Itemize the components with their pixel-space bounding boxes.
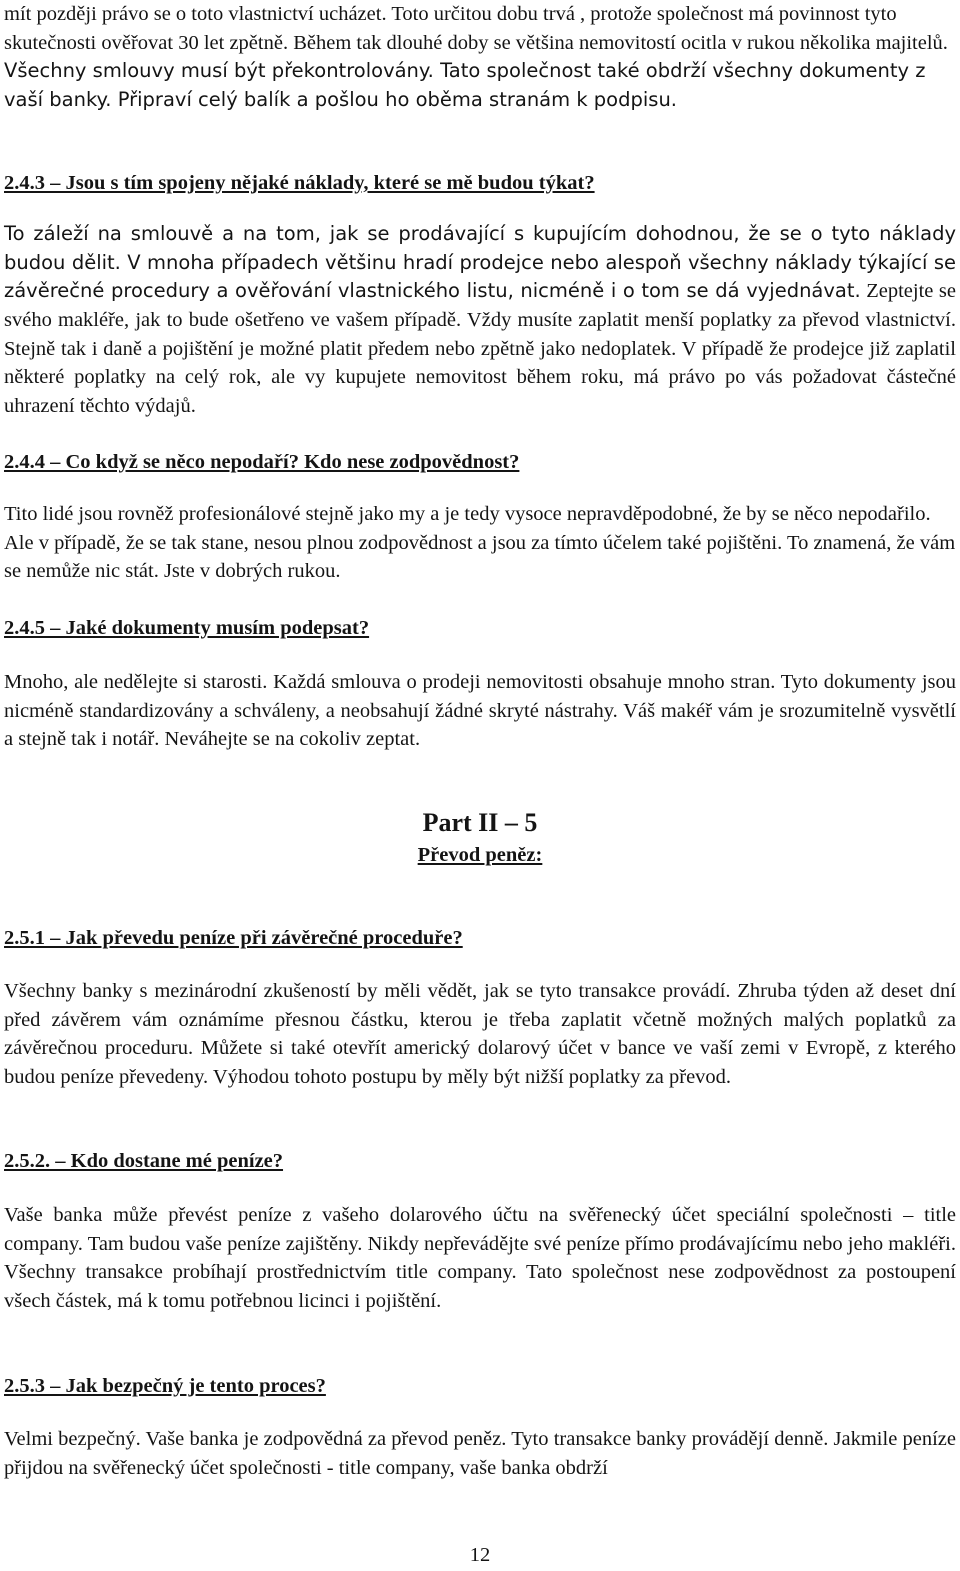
page-number: 12	[469, 1544, 491, 1566]
paragraph-intro-serif: mít později právo se o toto vlastnictví ucházet. Toto určitou dobu trvá , protože společnost má povinnost tyto skutečnosti ověřovat 30 let zpětně. Během tak dlouhé doby se většina nemovitostí ocitla v rukou několika majitelů.	[4, 3, 948, 54]
heading-2-4-5: 2.4.5 – Jaké dokumenty musím podepsat?	[4, 617, 370, 639]
paragraph-2-5-1: Všechny banky s mezinárodní zkušeností by měli vědět, jak se tyto transakce provádí. Zhruba týden až deset dní před závěrem vám oznámíme přesnou částku, kterou je třeba zaplatit včetně možných malých poplatků za závěrečnou proceduru. Můžete si také otevřít americký dolarový účet v bance ve vaší zemi v Evropě, z kterého budou peníze převedeny. Výhodou tohoto postupu by měly být nižší poplatky za převod.	[4, 980, 956, 1088]
paragraph-2-5-3: Velmi bezpečný. Vaše banka je zodpovědná za převod peněz. Tyto transakce banky provádějí denně. Jakmile peníze přijdou na svěřenecký účet společnosti - title company, vaše banka obdrží	[4, 1428, 956, 1479]
part-title: Part II – 5	[422, 808, 538, 837]
part-subtitle: Převod peněz:	[417, 844, 543, 866]
paragraph-2-5-2: Vaše banka může převést peníze z vašeho dolarového účtu na svěřenecký účet speciální společnosti – title company. Tam budou vaše peníze zajištěny. Nikdy nepřevádějte své peníze přímo prodávajícímu nebo jeho makléři. Všechny transakce probíhají prostřednictvím title company. Tato společnost nese zodpovědnost za postoupení všech částek, má k tomu potřebnou licinci i pojištění.	[4, 1204, 956, 1312]
heading-2-5-1: 2.5.1 – Jak převedu peníze při závěrečné proceduře?	[4, 927, 463, 949]
heading-2-4-4: 2.4.4 – Co když se něco nepodaří? Kdo nese zodpovědnost?	[4, 451, 520, 473]
paragraph-2-4-3-c: Zeptejte se svého makléře, jak to bude ošetřeno ve vašem případě. Vždy musíte zaplatit menší poplatky za převod vlastnictví. Stejně tak i daně a pojištění je možné platit předem nebo zpětně jako nedoplatek. V případě že prodejce již zaplatil některé poplatky na celý rok, ale vy kupujete nemovitost během roku, má právo po vás požadovat částečné uhrazení těchto výdajů.	[4, 280, 956, 417]
paragraph-2-4-3-b: V mnoha případech většinu hradí prodejce nebo alespoň všechny náklady týkající se závěrečné procedury a ověřování vlastnického listu, nicméně i o tom se dá vyjednávat.	[4, 250, 956, 303]
heading-2-5-2: 2.5.2. – Kdo dostane mé peníze?	[4, 1150, 284, 1172]
paragraph-2-4-3	[4, 220, 956, 420]
paragraph-2-4-4: Tito lidé jsou rovněž profesionálové stejně jako my a je tedy vysoce nepravděpodobné, že by se něco nepodařilo. Ale v případě, že se tak stane, nesou plnou zodpovědnost a jsou za tímto účelem také pojištěni. To znamená, že vám se nemůže nic stát. Jste v dobrých rukou.	[4, 503, 956, 583]
heading-2-4-3: 2.4.3 – Jsou s tím spojeny nějaké náklady, které se mě budou týkat?	[4, 172, 595, 194]
paragraph-intro-sans: Všechny smlouvy musí být překontrolovány. Tato společnost také obdrží všechny dokumenty z vaší banky. Připraví celý balík a pošlou ho oběma stranám k podpisu.	[4, 59, 926, 111]
paragraph-intro	[4, 0, 956, 115]
paragraph-2-4-5: Mnoho, ale nedělejte si starosti. Každá smlouva o prodeji nemovitosti obsahuje mnoho stran. Tyto dokumenty jsou nicméně standardizovány a schváleny, a neobsahují žádné skryté nástrahy. Váš makéř vám je srozumitelně vysvětlí a stejně tak i notář. Neváhejte se na cokoliv zeptat.	[4, 671, 956, 751]
heading-2-5-3: 2.5.3 – Jak bezpečný je tento proces?	[4, 1375, 326, 1397]
paragraph-2-4-3-a: To záleží na smlouvě a na tom, jak se prodávající s kupujícím dohodnou, že se o tyto náklady budou dělit.	[4, 222, 956, 274]
